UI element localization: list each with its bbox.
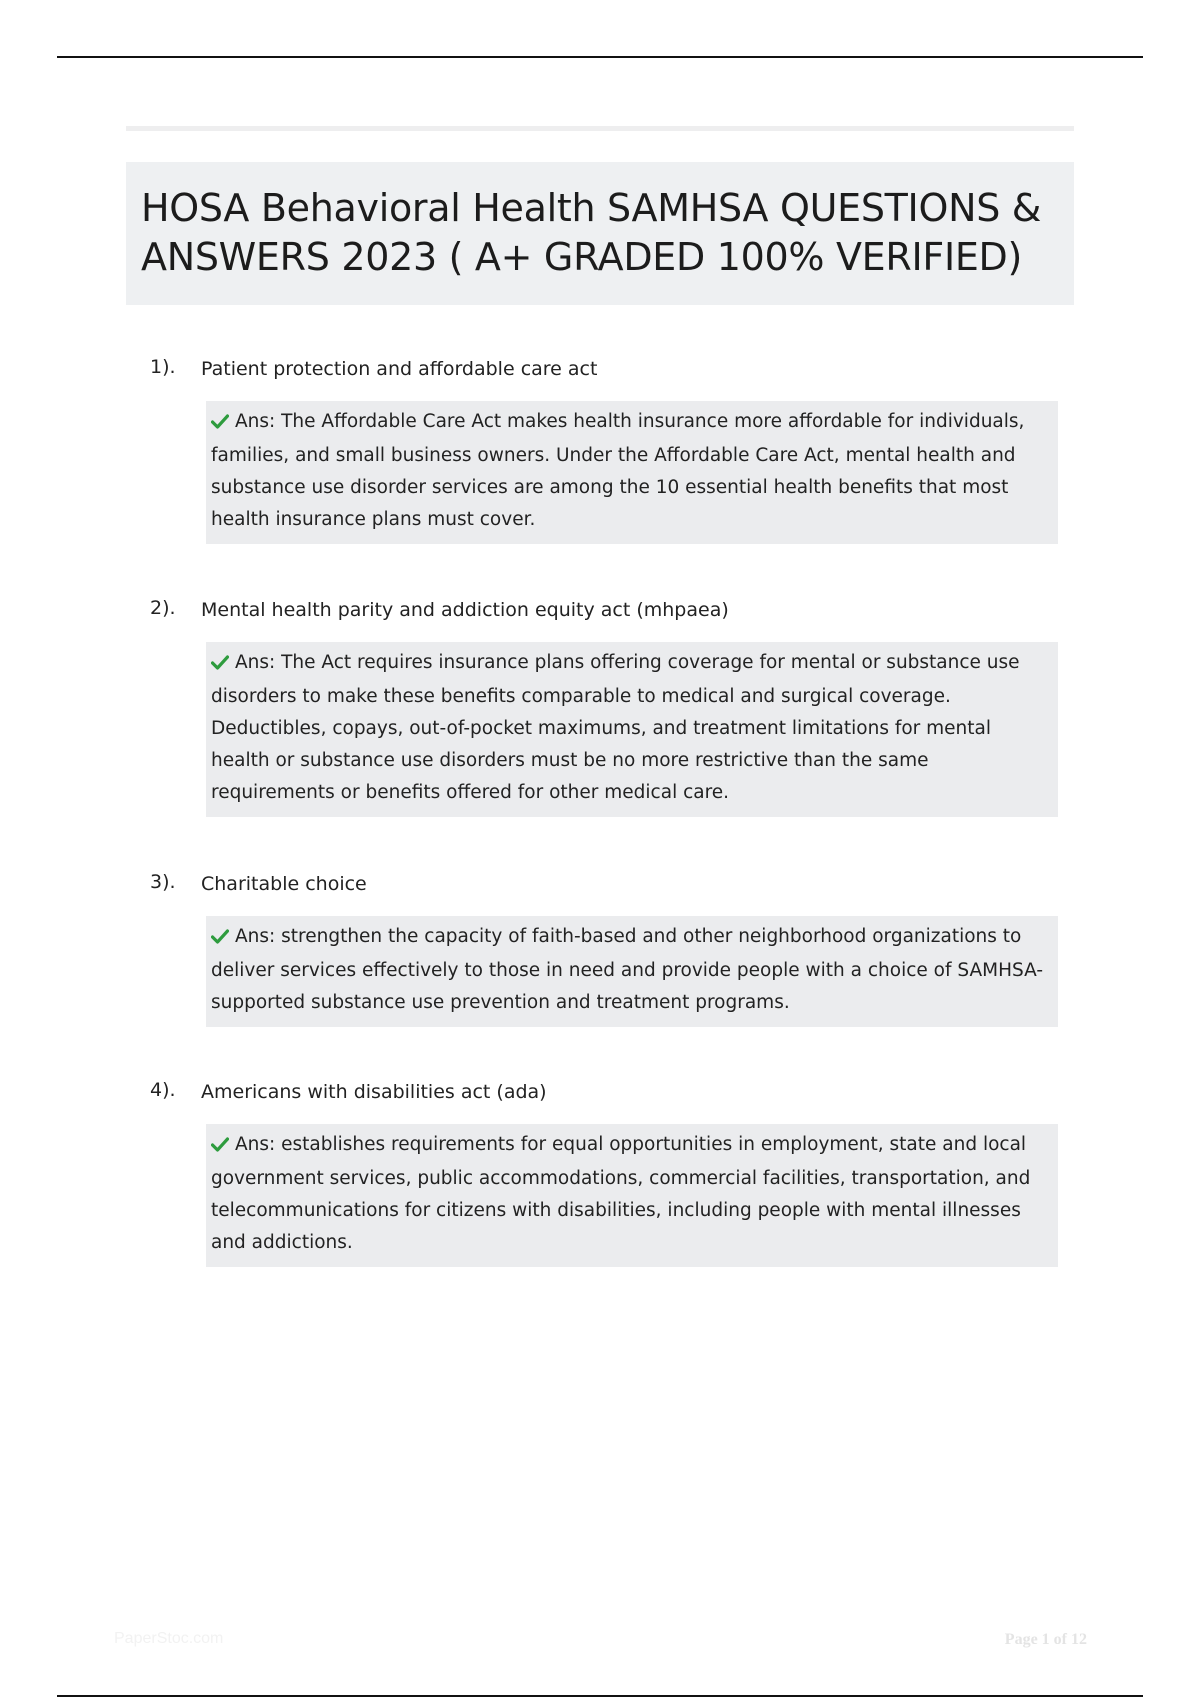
answer-box: [206, 1124, 1058, 1267]
qa-item: [126, 1079, 1074, 1267]
qa-item: [126, 871, 1074, 1027]
question-text: Charitable choice: [201, 873, 367, 895]
title-block: [126, 162, 1074, 305]
question-row: [126, 597, 1074, 627]
question-text: Patient protection and affordable care act: [201, 358, 598, 380]
question-text: Mental health parity and addiction equity act (mhpaea): [201, 599, 729, 621]
question-row: [126, 1079, 1074, 1109]
question-number: 1).: [150, 356, 176, 378]
answer-text: Ans: strengthen the capacity of faith-based and other neighborhood organizations to deliver services effectively to those in need and provide people with a choice of SAMHSA-supported substance use prevention and treatment programs.: [211, 926, 1043, 1013]
answer-box: [206, 401, 1058, 544]
answer-text: Ans: establishes requirements for equal opportunities in employment, state and local government services, public accommodations, commercial facilities, transportation, and telecommunications for citizens with disabilities, including people with mental illnesses and addictions.: [211, 1134, 1031, 1253]
bottom-rule: [57, 1695, 1143, 1697]
answer-text: Ans: The Act requires insurance plans offering coverage for mental or substance use disorders to make these benefits comparable to medical and surgical coverage. Deductibles, copays, out-of-pocket maximums, and treatment limitations for mental health or substance use disorders must be no more restrictive than the same requirements or benefits offered for other medical care.: [211, 652, 1020, 803]
qa-item: [126, 597, 1074, 817]
question-row: [126, 871, 1074, 901]
question-text: Americans with disabilities act (ada): [201, 1081, 547, 1103]
page-number: Page 1 of 12: [1004, 1631, 1087, 1648]
qa-item: [126, 356, 1074, 544]
question-number: 2).: [150, 597, 176, 619]
question-number: 3).: [150, 871, 176, 893]
check-icon: [211, 1131, 229, 1163]
check-icon: [211, 649, 229, 681]
answer-text: Ans: The Affordable Care Act makes health insurance more affordable for individuals, families, and small business owners. Under the Affordable Care Act, mental health and substance use disorder services are among the 10 essential health benefits that most health insurance plans must cover.: [211, 411, 1025, 530]
question-row: [126, 356, 1074, 386]
question-number: 4).: [150, 1079, 176, 1101]
top-rule: [57, 56, 1143, 58]
answer-box: [206, 642, 1058, 817]
page-title: HOSA Behavioral Health SAMHSA QUESTIONS & ANSWERS 2023 ( A+ GRADED 100% VERIFIED): [141, 186, 1042, 279]
answer-box: [206, 916, 1058, 1027]
check-icon: [211, 408, 229, 440]
header-separator: [126, 126, 1074, 131]
check-icon: [211, 923, 229, 955]
watermark-text: PaperStoc.com: [114, 1630, 224, 1647]
